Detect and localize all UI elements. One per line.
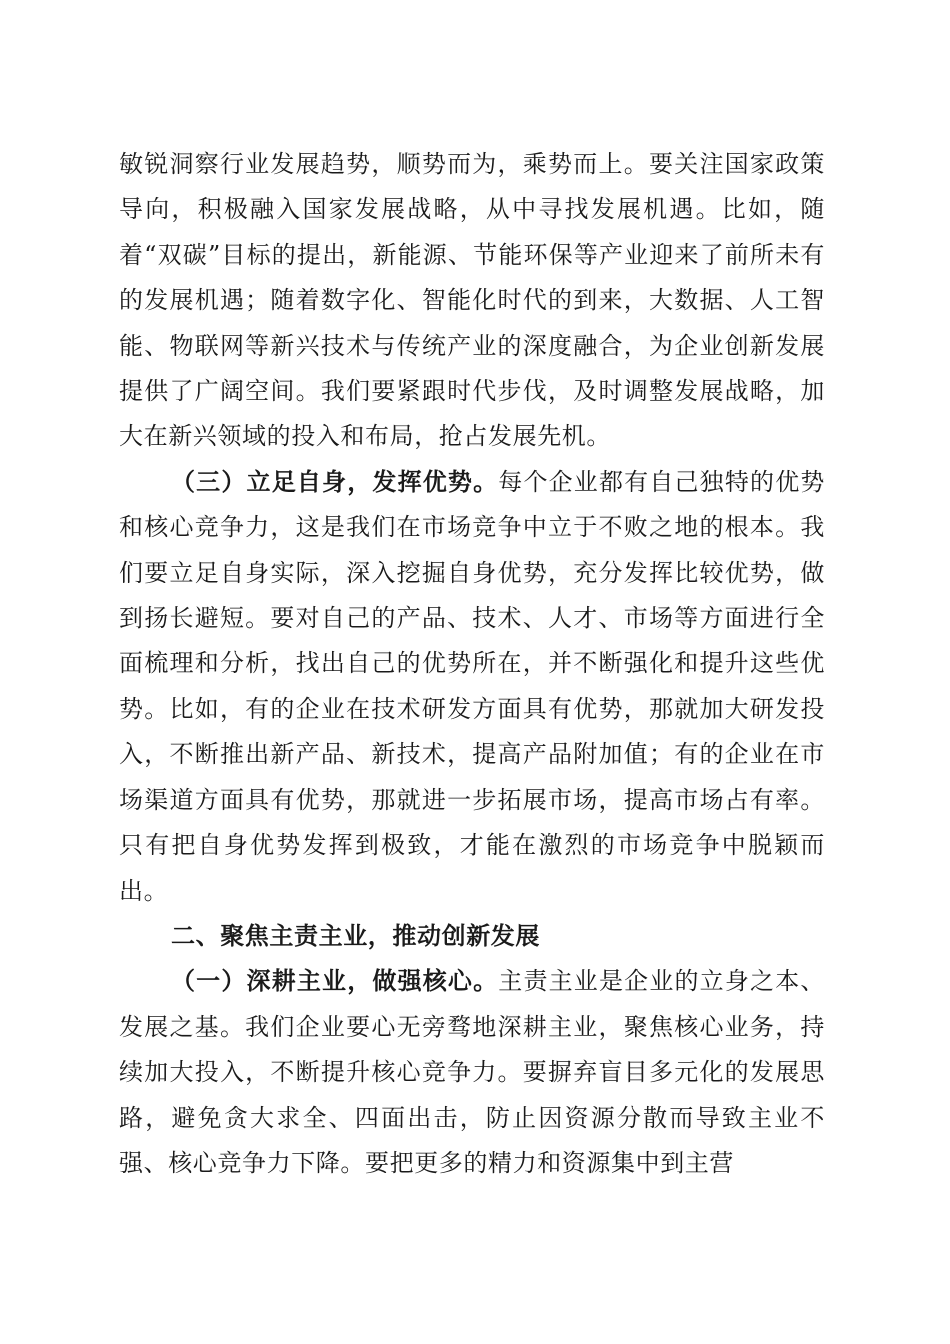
paragraph-lead: （一）深耕主业，做强核心。 — [171, 967, 499, 996]
section-heading: 二、聚焦主责主业，推动创新发展 — [171, 921, 540, 950]
paragraph-text: 敏锐洞察行业发展趋势，顺势而为，乘势而上。要关注国家政策导向，积极融入国家发展战略，从中寻找发展机遇。比如，随着“双碳”目标的提出，新能源、节能环保等产业迎来了前所未有的发展机遇；随着数字化、智能化时代的到来，大数据、人工智能、物联网等新兴技术与传统产业的深度融合，为企业创新发展提供了广阔空间。我们要紧跟时代步伐，及时调整发展战略，加大在新兴领域的投入和布局，抢占发展先机。 — [119, 150, 825, 451]
paragraph-core-business — [119, 959, 825, 1186]
paragraph-leverage-strengths — [119, 460, 825, 914]
paragraph-trends — [119, 142, 825, 460]
document-body — [119, 142, 825, 1186]
paragraph-lead: （三）立足自身，发挥优势。 — [171, 467, 499, 496]
paragraph-text: 每个企业都有自己独特的优势和核心竞争力，这是我们在市场竞争中立于不败之地的根本。我们要立足自身实际，深入挖掘自身优势，充分发挥比较优势，做到扬长避短。要对自己的产品、技术、人才、市场等方面进行全面梳理和分析，找出自己的优势所在，并不断强化和提升这些优势。比如，有的企业在技术研发方面具有优势，那就加大研发投入，不断推出新产品、新技术，提高产品附加值；有的企业在市场渠道方面具有优势，那就进一步拓展市场，提高市场占有率。只有把自身优势发挥到极致，才能在激烈的市场竞争中脱颖而出。 — [119, 467, 825, 905]
paragraph-text: 主责主业是企业的立身之本、发展之基。我们企业要心无旁骛地深耕主业，聚焦核心业务，持续加大投入，不断提升核心竞争力。要摒弃盲目多元化的发展思路，避免贪大求全、四面出击，防止因资源分散而导致主业不强、核心竞争力下降。要把更多的精力和资源集中到主营 — [119, 967, 825, 1177]
